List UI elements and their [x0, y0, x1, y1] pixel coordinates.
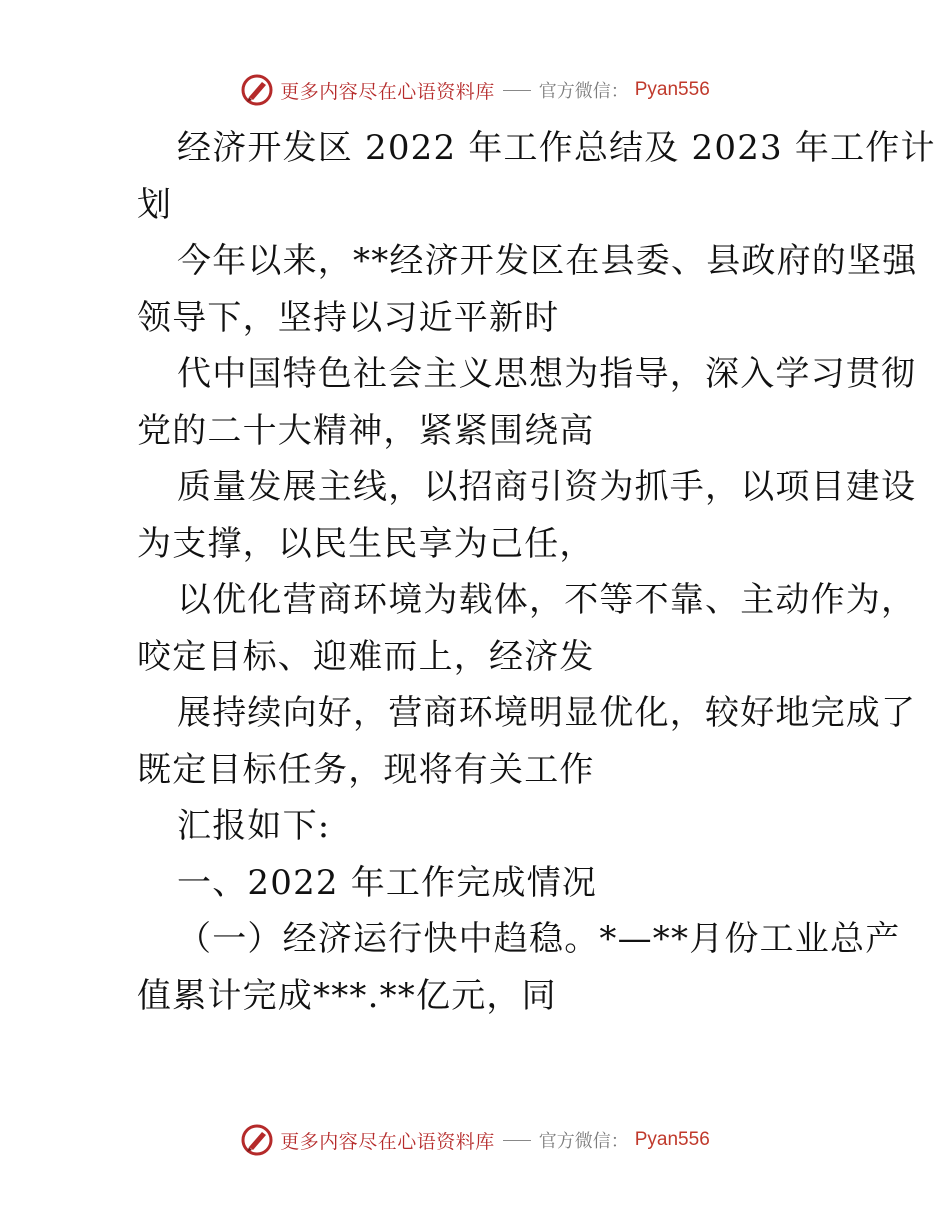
- text-line: 为支撑，以民生民享为己任，: [137, 523, 595, 564]
- text-line: 质量发展主线，以招商引资为抓手，以项目建设: [177, 467, 917, 507]
- text-line: 汇报如下:: [177, 806, 331, 846]
- banner-wechat-id: Pyan556: [634, 79, 710, 100]
- text-line: （一）经济运行快中趋稳。*—**月份工业总产: [177, 919, 901, 959]
- text-line: 党的二十大精神，紧紧围绕高: [137, 410, 595, 451]
- pen-logo-icon: [240, 73, 274, 107]
- banner-title: 更多内容尽在心语资料库: [280, 1130, 495, 1153]
- section-heading: 一、2022 年工作完成情况: [177, 862, 598, 903]
- document-body: [97, 120, 936, 1024]
- pen-logo-icon: [240, 1123, 274, 1157]
- banner-wechat-id: Pyan556: [634, 1129, 710, 1150]
- text-line: 既定目标任务，现将有关工作: [137, 749, 595, 790]
- text-line: 经济开发区 2022 年工作总结及 2023 年工作计: [177, 128, 936, 168]
- text-line: 划: [137, 184, 173, 225]
- footer-banner: [0, 1120, 950, 1160]
- banner-wechat-label: 官方微信：: [538, 81, 629, 102]
- banner-divider: [503, 90, 531, 91]
- text-line: 展持续向好，营商环境明显优化，较好地完成了: [177, 693, 917, 733]
- text-line: 领导下，坚持以习近平新时: [137, 297, 560, 338]
- text-line: 以优化营商环境为载体，不等不靠、主动作为，: [177, 580, 917, 620]
- text-line: 咬定目标、迎难而上，经济发: [137, 636, 595, 677]
- banner-title: 更多内容尽在心语资料库: [280, 80, 495, 103]
- banner-divider: [503, 1140, 531, 1141]
- text-line: 代中国特色社会主义思想为指导，深入学习贯彻: [177, 354, 917, 394]
- header-banner: [0, 70, 950, 110]
- text-line: 今年以来，**经济开发区在县委、县政府的坚强: [177, 241, 918, 281]
- banner-wechat-label: 官方微信：: [538, 1131, 629, 1152]
- text-line: 值累计完成***.**亿元，同: [137, 975, 557, 1016]
- document-text: [97, 120, 936, 1024]
